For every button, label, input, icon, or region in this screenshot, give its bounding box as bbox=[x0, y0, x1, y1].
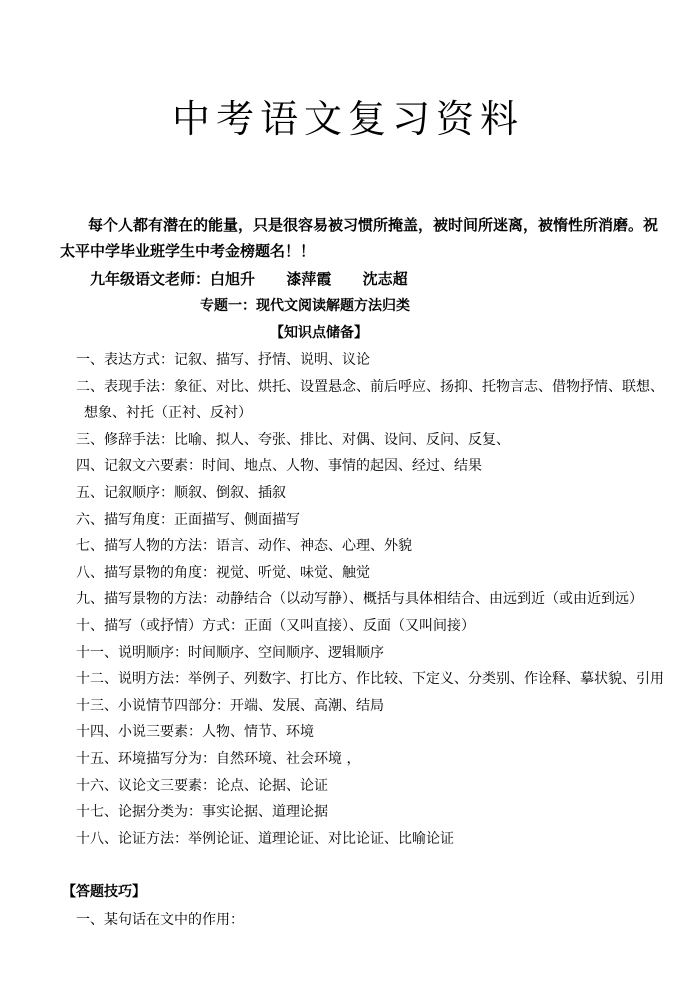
knowledge-heading: 【知识点储备】 bbox=[270, 325, 368, 341]
intro-paragraph: 每个人都有潜在的能量，只是很容易被习惯所掩盖，被时间所迷离，被惰性所消磨。祝太平中学毕业班学生中考金榜题名！！ bbox=[60, 216, 659, 260]
list-item: 九、描写景物的方法：动静结合（以动写静）、概括与具体相结合、由远到近（或由近到远） bbox=[76, 591, 643, 608]
list-item: 二、表现手法：象征、对比、烘托、设置悬念、前后呼应、扬抑、托物言志、借物抒情、联想、想象、衬托（正衬、反衬） bbox=[76, 378, 664, 422]
knowledge-list bbox=[76, 347, 666, 852]
list-item: 八、描写景物的角度：视觉、听觉、味觉、触觉 bbox=[76, 564, 370, 581]
list-item: 六、描写角度：正面描写、侧面描写 bbox=[76, 511, 300, 528]
list-item: 十四、小说三要素：人物、情节、环境 bbox=[76, 724, 314, 741]
list-item: 四、记叙文六要素：时间、地点、人物、事情的起因、经过、结果 bbox=[76, 458, 482, 475]
list-item: 十八、论证方法：举例论证、道理论证、对比论证、比喻论证 bbox=[76, 830, 454, 847]
list-item: 十三、小说情节四部分：开端、发展、高潮、结局 bbox=[76, 697, 384, 714]
tips-first-item: 一、某句话在文中的作用： bbox=[76, 912, 244, 928]
list-item: 十六、议论文三要素：论点、论据、论证 bbox=[76, 777, 328, 794]
list-item: 一、表达方式：记叙、描写、抒情、说明、议论 bbox=[76, 352, 370, 368]
tips-heading: 【答题技巧】 bbox=[62, 884, 146, 900]
list-item: 十七、论据分类为：事实论据、道理论据 bbox=[76, 804, 328, 821]
list-item: 十一、说明顺序：时间顺序、空间顺序、逻辑顺序 bbox=[76, 644, 384, 661]
document-title: 中考语文复习资料 bbox=[171, 97, 524, 141]
list-item: 十、描写（或抒情）方式：正面（又叫直接）、反面（又叫间接） bbox=[76, 617, 475, 634]
teachers-line: 九年级语文老师：白旭升 漆萍霞 沈志超 bbox=[90, 270, 408, 288]
list-item: 三、修辞手法：比喻、拟人、夸张、排比、对偶、设问、反问、反复、 bbox=[76, 431, 510, 448]
topic-heading: 专题一：现代文阅读解题方法归类 bbox=[200, 298, 410, 314]
list-item: 十五、环境描写分为：自然环境、社会环境 ， bbox=[76, 750, 361, 767]
list-item: 七、描写人物的方法：语言、动作、神态、心理、外貌 bbox=[76, 538, 412, 555]
list-item: 十二、说明方法：举例子、列数字、打比方、作比较、下定义、分类别、作诠释、摹状貌、引用 bbox=[76, 671, 664, 688]
list-item: 五、记叙顺序：顺叙、倒叙、插叙 bbox=[76, 484, 286, 501]
